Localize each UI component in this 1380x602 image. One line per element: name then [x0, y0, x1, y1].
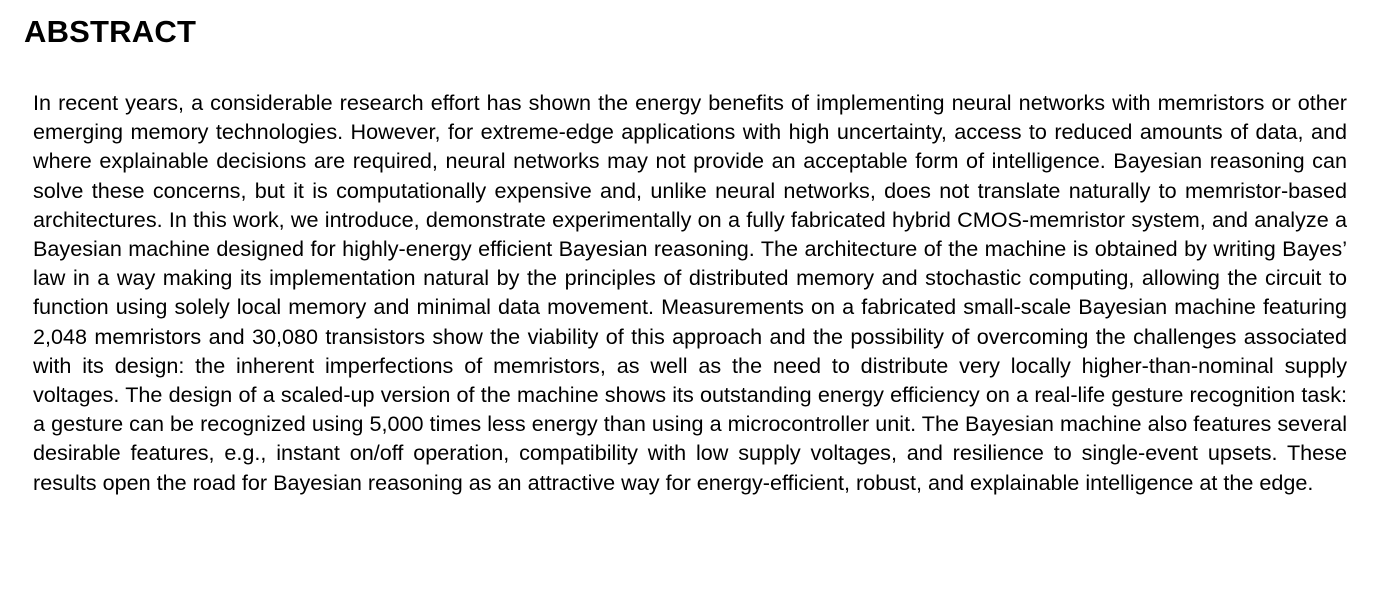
- abstract-paragraph: In recent years, a considerable research effort has shown the energy benefits of implementing neural networks with memristors or other emerging memory technologies. However, for extreme-edge applications with high uncertainty, access to reduced amounts of data, and where explainable decisions are required, neural networks may not provide an acceptable form of intelligence. Bayesian reasoning can solve these concerns, but it is computationally expensive and, unlike neural networks, does not translate naturally to memristor-based architectures. In this work, we introduce, demonstrate experimentally on a fully fabricated hybrid CMOS-memristor system, and analyze a Bayesian machine designed for highly-energy efficient Bayesian reasoning. The architecture of the machine is obtained by writing Bayes’ law in a way making its implementation natural by the principles of distributed memory and stochastic computing, allowing the circuit to function using solely local memory and minimal data movement. Measurements on a fabricated small-scale Bayesian machine featuring 2,048 memristors and 30,080 transistors show the viability of this approach and the possibility of overcoming the challenges associated with its design: the inherent imperfections of memristors, as well as the need to distribute very locally higher-than-nominal supply voltages. The design of a scaled-up version of the machine shows its outstanding energy efficiency on a real-life gesture recognition task: a gesture can be recognized using 5,000 times less energy than using a microcontroller unit. The Bayesian machine also features several desirable features, e.g., instant on/off operation, compatibility with low supply voltages, and resilience to single-event upsets. These results open the road for Bayesian reasoning as an attractive way for energy-efficient, robust, and explainable intelligence at the edge.: [33, 90, 1347, 495]
- section-heading: ABSTRACT: [24, 14, 197, 49]
